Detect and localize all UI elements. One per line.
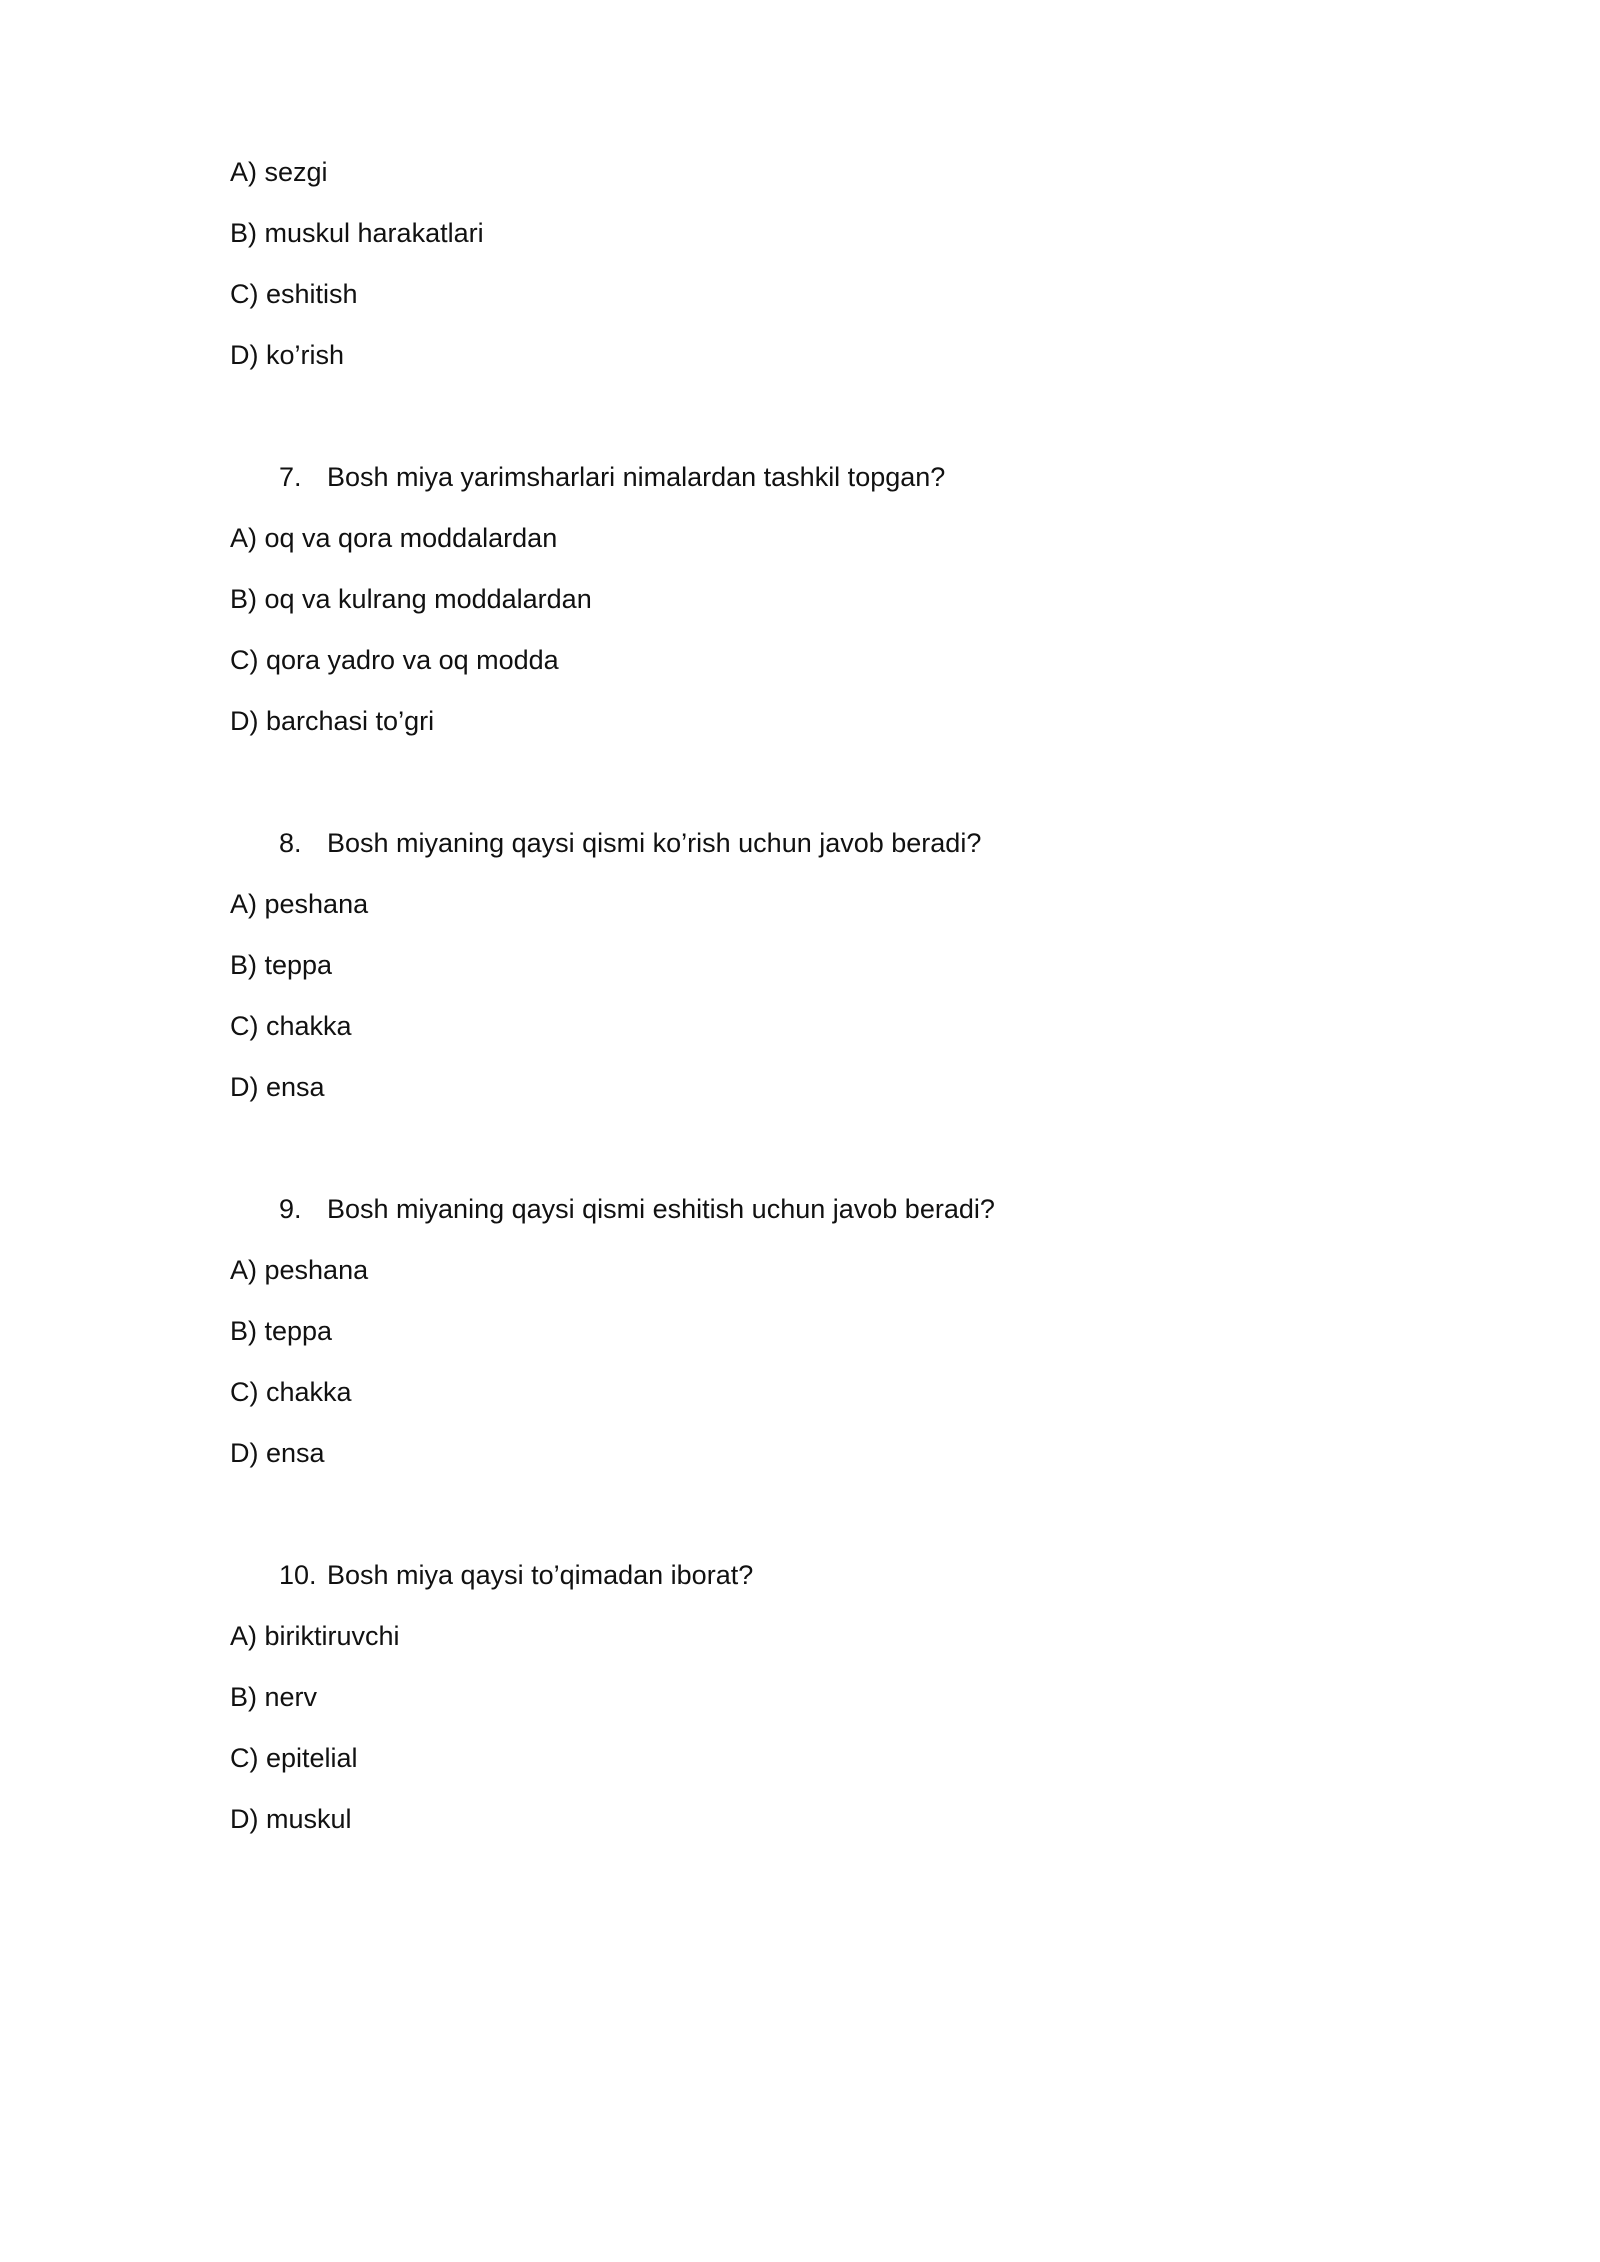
answer-option-c: C) qora yadro va oq modda [230,645,559,675]
answer-option-d: D) ensa [230,1438,325,1468]
answer-option-c: C) epitelial [230,1743,358,1773]
answer-option-a: A) peshana [230,889,369,919]
question-text: Bosh miya yarimsharlari nimalardan tashkil topgan? [327,462,946,492]
answer-option-a: A) biriktiruvchi [230,1621,400,1651]
question-text: Bosh miyaning qaysi qismi eshitish uchun javob beradi? [327,1194,995,1224]
question-number: 10. [279,1560,317,1590]
answer-option-a: A) sezgi [230,157,328,187]
question-number: 9. [279,1194,302,1224]
question-number: 8. [279,828,302,858]
answer-option-d: D) ensa [230,1072,325,1102]
answer-option-b: B) nerv [230,1682,318,1712]
answer-option-c: C) chakka [230,1377,352,1407]
answer-option-d: D) muskul [230,1804,352,1834]
answer-option-a: A) peshana [230,1255,369,1285]
question-number: 7. [279,462,302,492]
answer-option-c: C) chakka [230,1011,352,1041]
answer-option-b: B) muskul harakatlari [230,218,484,248]
answer-option-c: C) eshitish [230,279,358,309]
answer-option-a: A) oq va qora moddalardan [230,523,558,553]
answer-option-d: D) ko’rish [230,340,345,370]
answer-option-b: B) teppa [230,950,333,980]
answer-option-b: B) teppa [230,1316,333,1346]
question-text: Bosh miyaning qaysi qismi ko’rish uchun javob beradi? [327,828,982,858]
answer-option-b: B) oq va kulrang moddalardan [230,584,592,614]
question-text: Bosh miya qaysi to’qimadan iborat? [327,1560,754,1590]
answer-option-d: D) barchasi to’gri [230,706,435,736]
